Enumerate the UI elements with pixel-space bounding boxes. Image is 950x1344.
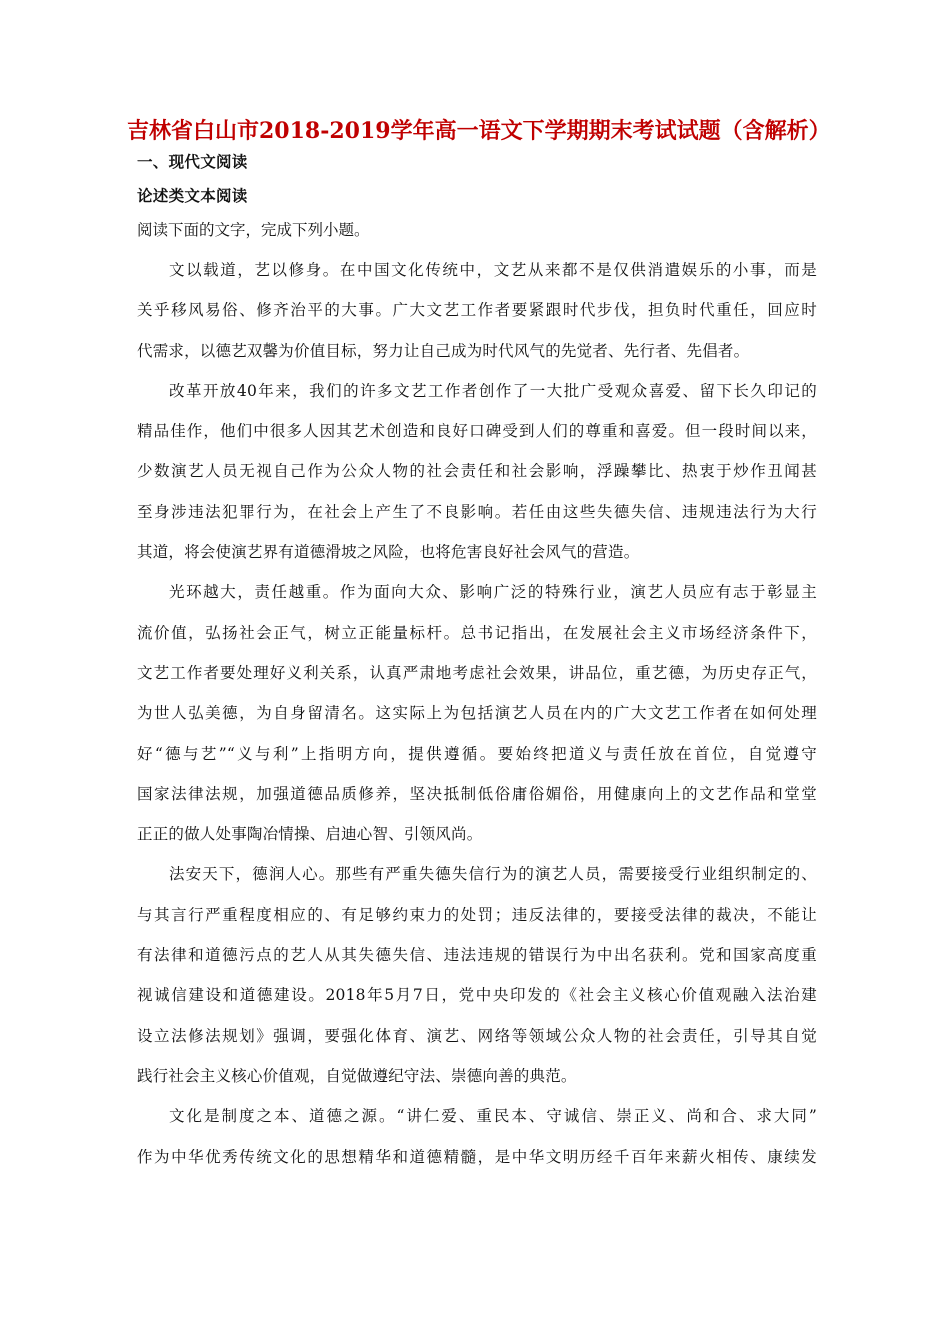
paragraph-line: 与其言行严重程度相应的、有足够约束力的处罚；违反法律的，要接受法律的裁决，不能让 [137, 905, 817, 924]
paragraph-line: 文艺工作者要处理好义利关系，认真严肃地考虑社会效果，讲品位，重艺德，为历史存正气， [137, 663, 817, 682]
article-paragraph [137, 371, 817, 572]
paragraph-line: 文以载道，艺以修身。在中国文化传统中，文艺从来都不是仅供消遣娱乐的小事，而是 [169, 261, 817, 279]
paragraph-line: 流价值，弘扬社会正气，树立正能量标杆。总书记指出，在发展社会主义市场经济条件下， [137, 623, 817, 642]
paragraph-line: 为世人弘美德，为自身留清名。这实际上为包括演艺人员在内的广大文艺工作者在如何处理 [137, 704, 817, 723]
paragraph-line: 好“德与艺”“义与利”上指明方向，提供遵循。要始终把道义与责任放在首位，自觉遵守 [137, 744, 817, 763]
article-paragraph [137, 854, 817, 1096]
paragraph-line: 少数演艺人员无视自己作为公众人物的社会责任和社会影响，浮躁攀比、热衷于炒作丑闻甚 [137, 462, 817, 481]
section-heading: 一、现代文阅读 [137, 153, 248, 171]
article-paragraph [137, 250, 817, 371]
paragraph-line: 光环越大，责任越重。作为面向大众、影响广泛的特殊行业，演艺人员应有志于彰显主 [169, 583, 817, 602]
paragraph-line: 精品佳作，他们中很多人因其艺术创造和良好口碑受到人们的尊重和喜爱。但一段时间以来， [137, 422, 817, 441]
paragraph-line: 文化是制度之本、道德之源。“讲仁爱、重民本、守诚信、崇正义、尚和合、求大同” [169, 1107, 817, 1126]
article-paragraph [137, 1096, 817, 1177]
sub-heading: 论述类文本阅读 [137, 187, 248, 205]
reading-instruction: 阅读下面的文字，完成下列小题。 [137, 221, 370, 239]
paragraph-line: 法安天下，德润人心。那些有严重失德失信行为的演艺人员，需要接受行业组织制定的、 [169, 865, 817, 884]
paragraph-line: 其道，将会使演艺界有道德滑坡之风险，也将危害良好社会风气的营造。 [137, 543, 640, 562]
paragraph-line: 视诚信建设和道德建设。2018年5月7日，党中央印发的《社会主义核心价值观融入法治建 [137, 986, 817, 1005]
paragraph-line: 关乎移风易俗、修齐治平的大事。广大文艺工作者要紧跟时代步伐，担负时代重任，回应时 [137, 301, 817, 320]
document-page [127, 118, 831, 1177]
paragraph-line: 国家法律法规，加强道德品质修养，坚决抵制低俗庸俗媚俗，用健康向上的文艺作品和堂堂 [137, 784, 817, 803]
article-body [137, 250, 817, 1177]
paragraph-line: 正正的做人处事陶冶情操、启迪心智、引领风尚。 [137, 825, 483, 844]
paragraph-line: 有法律和道德污点的艺人从其失德失信、违法违规的错误行为中出名获利。党和国家高度重 [137, 946, 817, 965]
paragraph-line: 设立法修法规划》强调，要强化体育、演艺、网络等领域公众人物的社会责任，引导其自觉 [137, 1026, 817, 1045]
document-title: 吉林省白山市2018-2019学年高一语文下学期期末考试试题（含解析） [127, 118, 831, 144]
paragraph-line: 作为中华优秀传统文化的思想精华和道德精髓，是中华文明历经千百年来薪火相传、康续发 [137, 1147, 817, 1166]
paragraph-line: 代需求，以德艺双馨为价值目标，努力让自己成为时代风气的先觉者、先行者、先倡者。 [137, 341, 750, 360]
paragraph-line: 改革开放40年来，我们的许多文艺工作者创作了一大批广受观众喜爱、留下长久印记的 [169, 381, 817, 400]
article-paragraph [137, 572, 817, 854]
paragraph-line: 践行社会主义核心价值观，自觉做遵纪守法、崇德向善的典范。 [137, 1066, 577, 1085]
paragraph-line: 至身涉违法犯罪行为，在社会上产生了不良影响。若任由这些失德失信、违规违法行为大行 [137, 502, 817, 521]
